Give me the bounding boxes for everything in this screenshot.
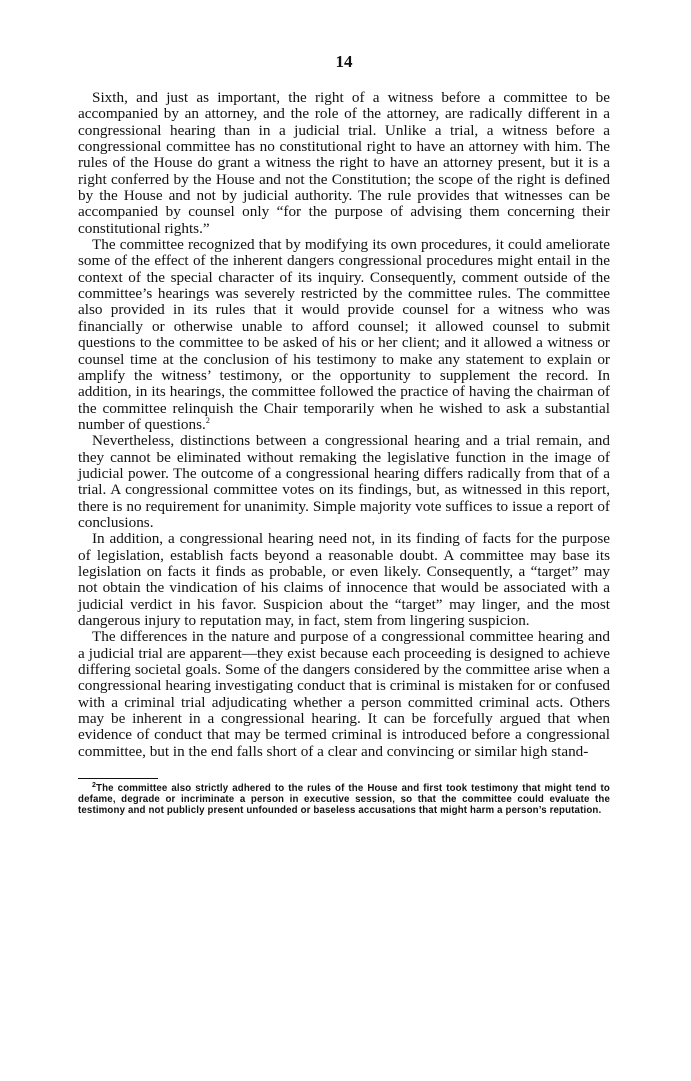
page-number: 14: [335, 52, 353, 71]
footnote-reference: 2: [205, 415, 210, 425]
paragraph-4: In addition, a congressional hearing need not, in its finding of facts for the purpose of legislation, establish facts beyond a reasonable doubt. A committee may base its legislation on facts it finds as probable, or even likely. Consequently, a “target” may not obtain the vindication of his claims of innocence that would be associated with a judicial verdict in his favor. Suspicion about the “target” may linger, and the most dangerous injury to reputation may, in fact, stem from lingering suspicion.: [78, 530, 610, 629]
footnote-marker: 2: [92, 781, 97, 789]
footnote-divider: [78, 778, 158, 779]
body-text: [78, 90, 610, 760]
paragraph-3: Nevertheless, distinctions between a congressional hearing and a trial remain, and they cannot be eliminated without remaking the legislative function in the image of judicial power. The outcome of a congressional hearing differs radically from that of a trial. A congressional committee votes on its findings, but, as witnessed in this report, there is no requirement for unanimity. Simple majority vote suffices to issue a report of conclusions.: [78, 432, 610, 531]
paragraph-2: [78, 237, 610, 433]
paragraph-5: The differences in the nature and purpose of a congressional committee hearing and a judicial trial are apparent—they exist because each proceeding is designed to achieve differing societal goals. Some of the dangers considered by the committee arise when a congressional hearing investigating conduct that is criminal is mistaken for or confused with a criminal trial adjudicating whether a person committed criminal acts. Others may be inherent in a congressional hearing. It can be forcefully argued that when evidence of conduct that may be termed criminal is introduced before a congressional committee, but in the end falls short of a clear and convincing or similar high stand-: [78, 628, 610, 760]
paragraph-1: Sixth, and just as important, the right of a witness before a committee to be accompanied by an attorney, and the role of the attorney, are radically different in a congressional hearing than in a judicial trial. Unlike a trial, a witness before a congressional committee has no constitutional right to have an attorney with him. The rules of the House do grant a witness the right to have an attorney present, but it is a right conferred by the House and not the Constitution; the scope of the right is defined by the House and not by judicial authority. The rule provides that witnesses can be accompanied by counsel only “for the purpose of advising them concerning their constitutional rights.”: [78, 89, 610, 237]
footnote-text: The committee also strictly adhered to the rules of the House and first took testimony that might tend to defame, degrade or incriminate a person in executive session, so that the committee could evaluate the testimony and not publicly present unfounded or baseless accusations that might harm a person’s reputation.: [78, 783, 610, 817]
paragraph-2-text: The committee recognized that by modifying its own procedures, it could ameliorate some of the effect of the inherent dangers congressional procedures might entail in the context of the special character of its inquiry. Consequently, comment outside of the committee’s hearings was severely restricted by the committee rules. The committee also provided in its rules that it would provide counsel for a witness who was financially or otherwise unable to afford counsel; it allowed counsel to submit questions to the committee to be asked of his or her client; and it allowed a witness or counsel time at the conclusion of his testimony to make any statement to explain or amplify the witness’ testimony, or the opportunity to supplement the record. In addition, in its hearings, the committee followed the practice of having the chairman of the committee relinquish the Chair temporarily when he wished to ask a substantial number of questions.: [78, 236, 610, 433]
document-page: [78, 52, 610, 816]
footnote: [78, 783, 610, 816]
